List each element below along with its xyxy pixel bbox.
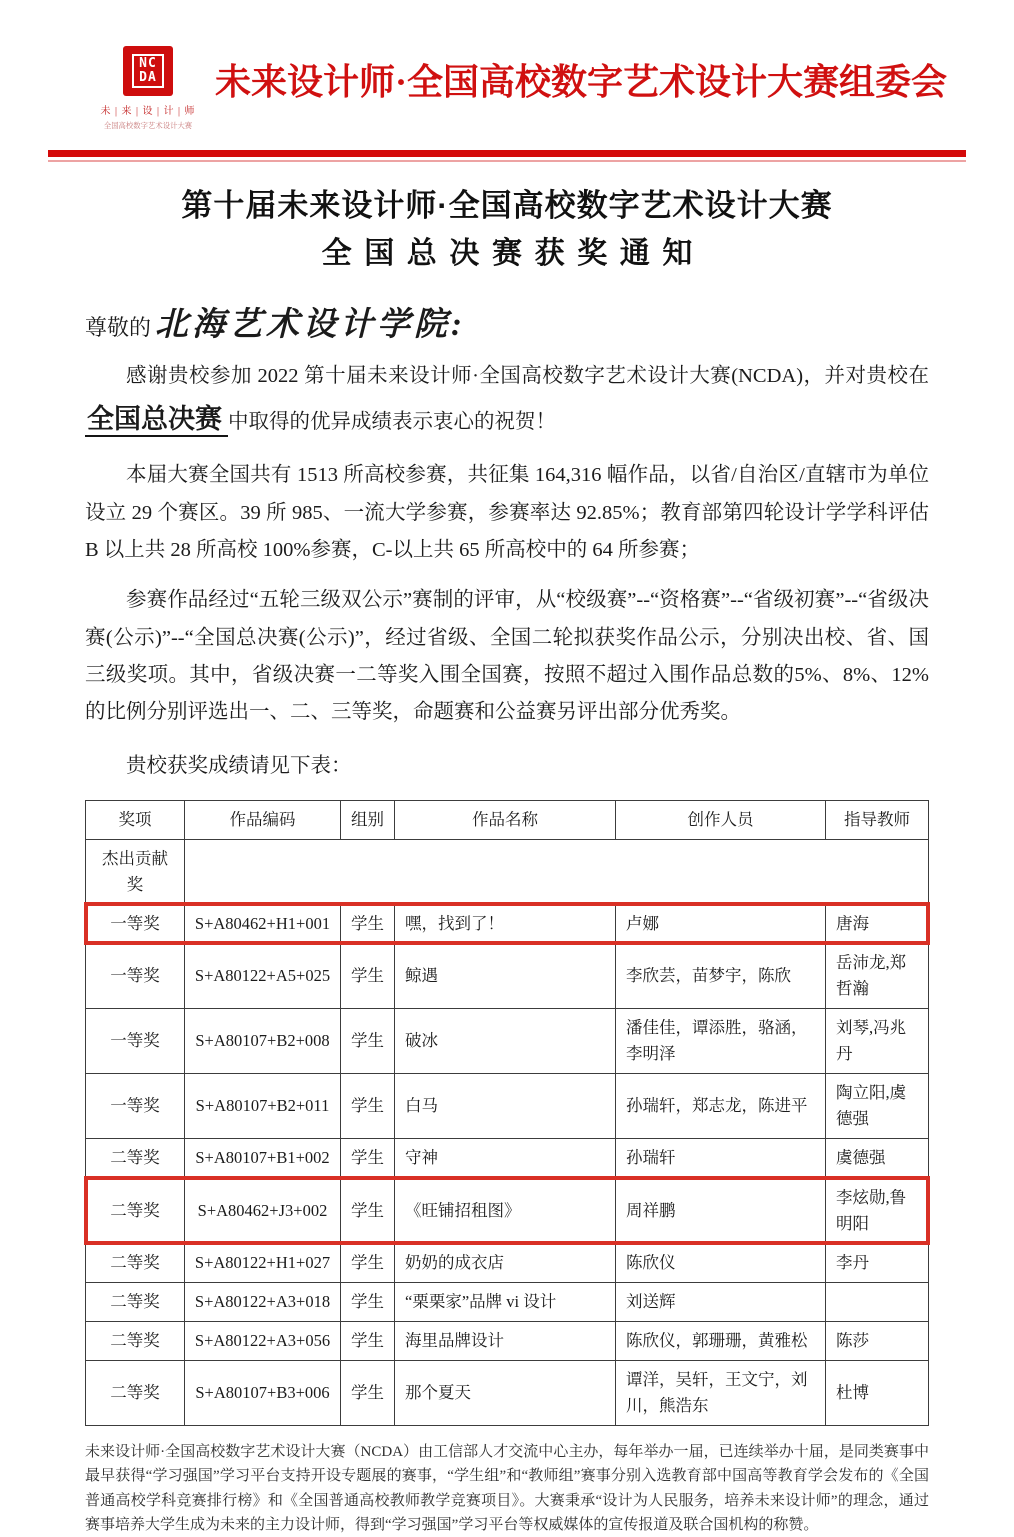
table-row-outstanding-contribution	[86, 839, 928, 904]
cell-teachers	[825, 1283, 928, 1321]
cell-title: 海里品牌设计	[394, 1322, 615, 1360]
table-row-highlighted	[86, 904, 928, 943]
paragraph-thanks-prefix: 感谢贵校参加 2022 第十届未来设计师·全国高校数字艺术设计大赛(NCDA)，并对贵校在	[126, 365, 929, 388]
col-header-creators: 创作人员	[615, 801, 825, 839]
document-title-line1: 第十届未来设计师·全国高校数字艺术设计大赛	[181, 188, 833, 223]
cell-creators: 孙瑞轩	[615, 1139, 825, 1177]
table-row	[86, 1282, 928, 1321]
cell-code: S+A80107+B2+008	[184, 1009, 340, 1073]
ncda-logo	[100, 44, 196, 131]
national-final-emphasis: 全国总决赛	[85, 404, 228, 437]
table-row	[86, 1008, 928, 1073]
cell-code: S+A80107+B2+011	[184, 1074, 340, 1138]
col-header-group: 组别	[340, 801, 394, 839]
cell-title: 奶奶的成衣店	[394, 1244, 615, 1282]
cell-creators: 周祥鹏	[615, 1179, 825, 1243]
cell-title: 白马	[394, 1074, 615, 1138]
letterhead	[0, 44, 1014, 136]
cell-code: S+A80107+B3+006	[184, 1361, 340, 1425]
seal-line2: DA	[139, 70, 157, 85]
ncda-seal-icon	[123, 46, 173, 96]
table-row	[86, 1243, 928, 1282]
cell-group: 学生	[340, 1139, 394, 1177]
cell-award: 二等奖	[110, 1200, 160, 1220]
cell-group: 学生	[340, 1074, 394, 1138]
table-row	[86, 943, 928, 1008]
cell-title: 那个夏天	[394, 1361, 615, 1425]
paragraph-review-process: 参赛作品经过“五轮三级双公示”赛制的评审，从“校级赛”--“资格赛”--“省级初赛”--“省级决赛(公示)”--“全国总决赛(公示)”，经过省级、全国二轮拟获奖作品公示，分别决出校、省、国三级奖项。其中，省级决赛一二等奖入围全国赛，按照不超过入围作品总数的5%、8%、12%的比例分别评选出一、二、三等奖，命题赛和公益赛另评出部分优秀奖。	[85, 589, 929, 724]
footer-note	[85, 1440, 929, 1537]
cell-teachers: 虞德强	[825, 1139, 928, 1177]
cell-code: S+A80122+H1+027	[184, 1244, 340, 1282]
awards-table	[85, 800, 929, 1426]
table-row	[86, 1073, 928, 1138]
cell-title: 嘿，找到了！	[394, 905, 615, 943]
cell-group: 学生	[340, 1244, 394, 1282]
cell-award: 一等奖	[110, 1096, 160, 1116]
cell-teachers: 杜博	[825, 1361, 928, 1425]
salutation	[85, 298, 929, 345]
table-row-highlighted	[86, 1178, 928, 1243]
cell-creators: 卢娜	[615, 905, 825, 943]
cell-teachers: 刘琴,冯兆丹	[825, 1009, 928, 1073]
table-row	[86, 1360, 928, 1425]
table-row	[86, 1321, 928, 1360]
table-header-row	[86, 801, 928, 839]
cell-title: 《旺铺招租图》	[394, 1179, 615, 1243]
cell-award: 二等奖	[110, 1148, 160, 1168]
header-divider	[48, 150, 966, 162]
cell-award: 一等奖	[110, 966, 160, 986]
cell-creators: 陈欣仪，郭珊珊，黄雅松	[615, 1322, 825, 1360]
cell-code: S+A80462+J3+002	[184, 1179, 340, 1243]
cell-code: S+A80107+B1+002	[184, 1139, 340, 1177]
table-row	[86, 1138, 928, 1177]
paragraph-thanks-suffix: 中取得的优异成绩表示衷心的祝贺！	[228, 411, 556, 434]
cell-award: 二等奖	[110, 1252, 160, 1272]
cell-creators: 刘送辉	[615, 1283, 825, 1321]
col-header-code: 作品编码	[184, 801, 340, 839]
school-name: 北海艺术设计学院:	[155, 307, 467, 344]
cell-group: 学生	[340, 944, 394, 1008]
cell-code: S+A80462+H1+001	[184, 905, 340, 943]
cell-teachers: 岳沛龙,郑哲瀚	[825, 944, 928, 1008]
cell-group: 学生	[340, 1361, 394, 1425]
cell-award: 一等奖	[110, 1031, 160, 1051]
cell-creators: 陈欣仪	[615, 1244, 825, 1282]
cell-award: 二等奖	[110, 1291, 160, 1311]
cell-creators: 潘佳佳，谭添胜，骆涵，李明泽	[615, 1009, 825, 1073]
cell-group: 学生	[340, 1009, 394, 1073]
document-title	[0, 182, 1014, 278]
paragraph-statistics: 本届大赛全国共有 1513 所高校参赛，共征集 164,316 幅作品，以省/自治区/直辖市为单位设立 29 个赛区。39 所 985、一流大学参赛，参赛率达 92.85%；教育部第四轮设计学学科评估 B 以上共 28 所高校 100%参赛，C-以上共 65 所高校中的 64 所参赛；	[85, 464, 929, 562]
cell-group: 学生	[340, 1322, 394, 1360]
cell-teachers: 唐海	[825, 905, 928, 943]
committee-title: 未来设计师·全国高校数字艺术设计大赛组委会	[214, 62, 947, 102]
cell-title: 鲸遇	[394, 944, 615, 1008]
cell-teachers: 陶立阳,虞德强	[825, 1074, 928, 1138]
cell-creators: 谭洋，吴轩，王文宁，刘川，熊浩东	[615, 1361, 825, 1425]
cell-group: 学生	[340, 905, 394, 943]
cell-teachers: 陈莎	[825, 1322, 928, 1360]
cell-merged-empty	[184, 840, 928, 904]
col-header-teachers: 指导教师	[825, 801, 928, 839]
cell-code: S+A80122+A3+056	[184, 1322, 340, 1360]
cell-group: 学生	[340, 1179, 394, 1243]
cell-creators: 孙瑞轩，郑志龙，陈进平	[615, 1074, 825, 1138]
cell-award: 二等奖	[110, 1382, 160, 1402]
header-divider-thick-line	[48, 150, 966, 157]
body-text	[85, 358, 929, 785]
cell-creators: 李欣芸，苗梦宇，陈欣	[615, 944, 825, 1008]
footer-note-text: 未来设计师·全国高校数字艺术设计大赛（NCDA）由工信部人才交流中心主办，每年举办一届，已连续举办十届，是同类赛事中最早获得“学习强国”学习平台支持开设专题展的赛事，“学生组”和“教师组”赛事分别入选教育部中国高等教育学会发布的《全国普通高校学科竞赛排行榜》和《全国普通高校教师教学竞赛项目》。大赛秉承“设计为人民服务，培养未来设计师”的理念，通过赛事培养大学生成为未来的主力设计师，得到“学习强国”学习平台等权威媒体的宣传报道及联合国机构的称赞。	[85, 1443, 929, 1533]
logo-brand-text: 未 | 来 | 设 | 计 | 师	[100, 106, 196, 117]
header-divider-thin-line	[48, 160, 966, 162]
cell-teachers: 李丹	[825, 1244, 928, 1282]
cell-award: 二等奖	[110, 1330, 160, 1350]
col-header-title: 作品名称	[394, 801, 615, 839]
cell-title: “栗栗家”品牌 vi 设计	[394, 1283, 615, 1321]
salutation-prefix: 尊敬的	[85, 315, 152, 341]
logo-subtitle-text: 全国高校数字艺术设计大赛	[103, 121, 193, 130]
cell-award: 一等奖	[110, 914, 160, 934]
cell-teachers: 李炫勋,鲁明阳	[825, 1179, 928, 1243]
cell-title: 破冰	[394, 1009, 615, 1073]
cell-award: 杰出贡献奖	[102, 848, 168, 894]
paragraph-thanks	[85, 358, 929, 444]
ncda-seal-letters	[132, 54, 164, 89]
col-header-award: 奖项	[118, 809, 152, 829]
document-title-line2: 全国总决赛获奖通知	[321, 237, 705, 271]
cell-title: 守神	[394, 1139, 615, 1177]
seal-line1: NC	[139, 55, 157, 71]
cell-code: S+A80122+A3+018	[184, 1283, 340, 1321]
cell-code: S+A80122+A5+025	[184, 944, 340, 1008]
cell-group: 学生	[340, 1283, 394, 1321]
table-intro: 贵校获奖成绩请见下表：	[126, 754, 352, 777]
